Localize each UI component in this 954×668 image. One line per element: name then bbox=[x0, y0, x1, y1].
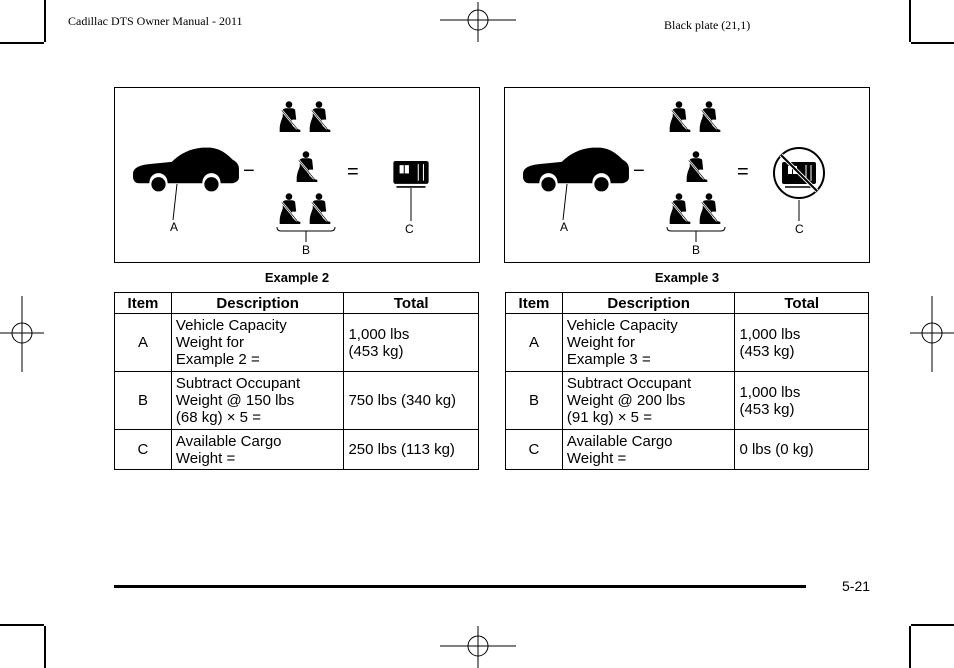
total-cell bbox=[344, 314, 479, 372]
example-2-figure bbox=[114, 87, 480, 263]
total-line: 1,000 lbs bbox=[739, 383, 801, 401]
table-row bbox=[506, 372, 869, 430]
description-line: Subtract Occupant bbox=[175, 375, 301, 392]
label-b: B bbox=[692, 243, 701, 257]
description-line: Weight for bbox=[175, 334, 244, 351]
item-cell: A bbox=[115, 314, 172, 372]
description-line: (91 kg) × 5 = bbox=[566, 409, 652, 426]
description-cell bbox=[562, 372, 735, 430]
total-line: 250 lbs (113 kg) bbox=[348, 441, 455, 458]
total-line: (453 kg) bbox=[348, 342, 404, 360]
description-cell bbox=[171, 430, 344, 470]
description-line: Weight @ 200 lbs bbox=[566, 392, 686, 409]
item-cell: C bbox=[506, 430, 563, 470]
description-cell bbox=[562, 430, 735, 470]
table-row bbox=[506, 430, 869, 470]
equals-sign: = bbox=[347, 161, 359, 183]
label-b: B bbox=[302, 243, 311, 257]
total-cell bbox=[344, 372, 479, 430]
total-line: 1,000 lbs bbox=[348, 325, 410, 343]
minus-sign: − bbox=[243, 160, 255, 182]
table-row bbox=[506, 314, 869, 372]
description-line: Weight = bbox=[175, 449, 236, 467]
header-description: Description bbox=[562, 293, 735, 314]
total-cell bbox=[735, 430, 869, 470]
table-header-row bbox=[506, 293, 869, 314]
item-cell: A bbox=[506, 314, 563, 372]
description-cell bbox=[171, 314, 344, 372]
description-line: Available Cargo bbox=[175, 432, 282, 450]
total-cell bbox=[735, 372, 869, 430]
item-cell: B bbox=[115, 372, 172, 430]
total-cell bbox=[344, 430, 479, 470]
total-line: 750 lbs (340 kg) bbox=[348, 392, 457, 409]
description-cell bbox=[171, 372, 344, 430]
label-a: A bbox=[170, 220, 179, 234]
description-line: Vehicle Capacity bbox=[566, 317, 678, 334]
header-item: Item bbox=[115, 293, 172, 314]
example-3-table bbox=[505, 292, 869, 470]
table-row bbox=[115, 372, 479, 430]
description-line: Example 2 = bbox=[175, 351, 260, 368]
footer-rule bbox=[114, 585, 806, 588]
description-line: Weight = bbox=[566, 449, 627, 467]
total-cell bbox=[735, 314, 869, 372]
example-3-caption: Example 3 bbox=[654, 270, 720, 285]
minus-sign: − bbox=[633, 160, 645, 182]
description-cell bbox=[562, 314, 735, 372]
plate-label: Black plate (21,1) bbox=[664, 18, 751, 32]
example-2-table bbox=[114, 292, 479, 470]
description-line: Example 3 = bbox=[566, 351, 651, 368]
description-line: Weight @ 150 lbs bbox=[175, 392, 295, 409]
manual-title: Cadillac DTS Owner Manual - 2011 bbox=[68, 14, 243, 28]
header-description: Description bbox=[171, 293, 344, 314]
header-item: Item bbox=[506, 293, 563, 314]
registration-mark-right bbox=[910, 296, 954, 372]
label-c: C bbox=[795, 222, 804, 236]
total-line: 0 lbs (0 kg) bbox=[739, 441, 814, 458]
equals-sign: = bbox=[737, 161, 749, 183]
item-cell: C bbox=[115, 430, 172, 470]
table-header-row bbox=[115, 293, 479, 314]
leader-lines bbox=[115, 88, 481, 264]
table-row bbox=[115, 430, 479, 470]
table-row bbox=[115, 314, 479, 372]
example-2-caption: Example 2 bbox=[264, 270, 330, 285]
header-total: Total bbox=[735, 293, 869, 314]
registration-mark-top bbox=[440, 2, 516, 42]
description-line: Vehicle Capacity bbox=[175, 317, 287, 334]
label-c: C bbox=[405, 222, 414, 236]
total-line: (453 kg) bbox=[739, 342, 795, 360]
leader-lines bbox=[505, 88, 871, 264]
label-a: A bbox=[560, 220, 569, 234]
description-line: Available Cargo bbox=[566, 432, 673, 450]
total-line: (453 kg) bbox=[739, 400, 795, 418]
item-cell: B bbox=[506, 372, 563, 430]
registration-mark-left bbox=[0, 296, 44, 372]
description-line: Subtract Occupant bbox=[566, 375, 692, 392]
description-line: (68 kg) × 5 = bbox=[175, 409, 261, 426]
page-number: 5-21 bbox=[842, 578, 871, 594]
description-line: Weight for bbox=[566, 334, 635, 351]
registration-mark-bottom bbox=[440, 626, 516, 668]
header-total: Total bbox=[344, 293, 479, 314]
total-line: 1,000 lbs bbox=[739, 325, 801, 343]
example-3-figure bbox=[504, 87, 870, 263]
